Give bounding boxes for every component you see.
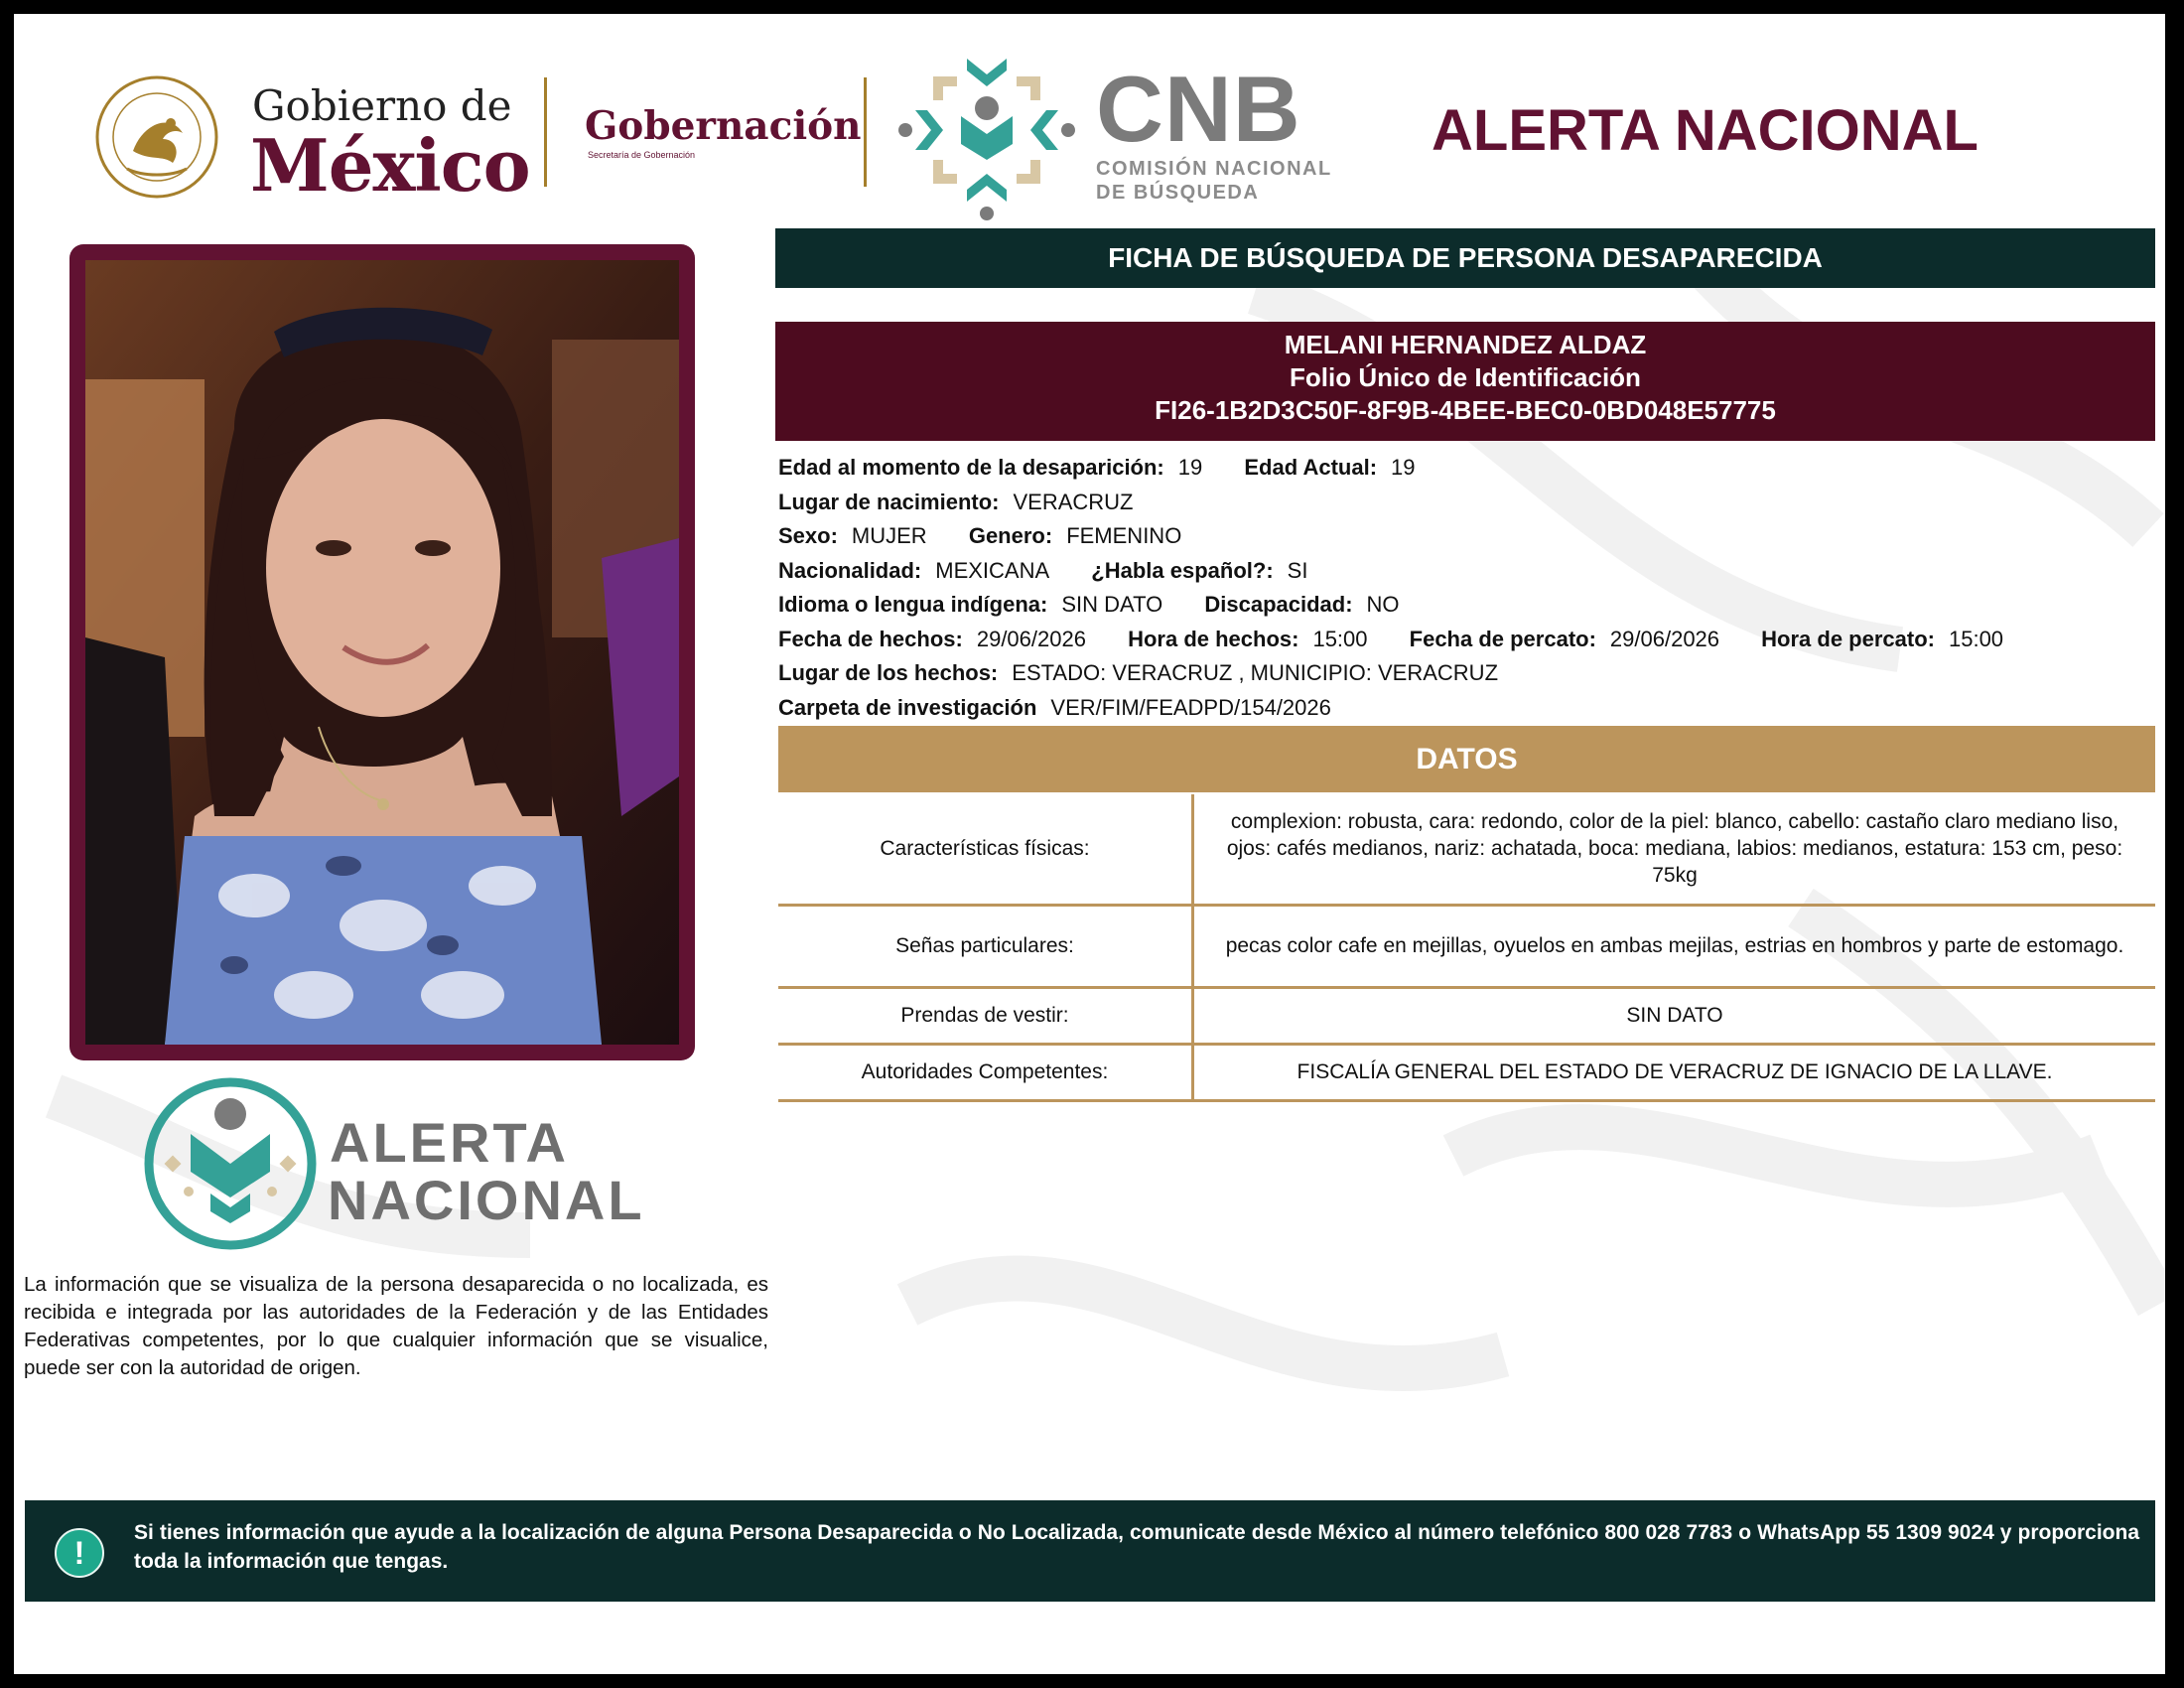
- info-row: [778, 627, 2158, 661]
- info-label: Carpeta de investigación: [778, 694, 1037, 720]
- photo-frame: [69, 244, 695, 1060]
- info-row: [778, 558, 2158, 593]
- alerta-nacional-emblem-icon: [141, 1074, 320, 1253]
- footer-banner: [25, 1500, 2155, 1602]
- info-value: FEMENINO: [1066, 523, 1182, 548]
- disclaimer-text: La información que se visualiza de la persona desaparecida o no localizada, es recibida e integrada por las autoridades de la Federación y de las Entidades Federativas competentes, por lo que cualquier información que se visualice, puede ser con la autoridad de origen.: [24, 1273, 768, 1379]
- person-photo: [85, 260, 679, 1045]
- info-label: Fecha de percato:: [1409, 626, 1596, 651]
- folio-label: Folio Único de Identificación: [1290, 362, 1641, 392]
- info-row: [778, 455, 2158, 490]
- info-value: NO: [1366, 592, 1400, 617]
- info-label: Discapacidad:: [1204, 592, 1353, 617]
- alert-page: [14, 14, 2165, 1674]
- person-name-box: [775, 322, 2155, 441]
- info-label: Lugar de los hechos:: [778, 660, 999, 685]
- national-seal-icon: [93, 73, 220, 201]
- datos-value: SIN DATO: [1193, 987, 2156, 1044]
- datos-value: complexion: robusta, cara: redondo, color de la piel: blanco, cabello: castaño claro mediano liso, ojos: cafés medianos, nariz: achatada, boca: mediana, labios: medianos, estatura: 153 cm, peso: 75kg: [1193, 794, 2156, 905]
- info-label: Hora de hechos:: [1128, 626, 1299, 651]
- datos-key: Señas particulares:: [778, 905, 1193, 987]
- datos-value: FISCALÍA GENERAL DEL ESTADO DE VERACRUZ DE IGNACIO DE LA LLAVE.: [1193, 1044, 2156, 1100]
- alerta-nacional-logo-text: [328, 1111, 645, 1231]
- info-value: SIN DATO: [1061, 592, 1163, 617]
- info-label: Nacionalidad:: [778, 557, 922, 583]
- table-row: [778, 1044, 2155, 1100]
- info-value: 19: [1391, 455, 1416, 480]
- info-label: Edad Actual:: [1244, 455, 1378, 480]
- info-value: 29/06/2026: [1609, 626, 1720, 651]
- ficha-title-bar: FICHA DE BÚSQUEDA DE PERSONA DESAPARECIDA: [775, 228, 2155, 288]
- cnb-subtitle: [1096, 157, 1332, 205]
- person-photo-illustration: [85, 260, 679, 1045]
- info-value: MEXICANA: [935, 557, 1050, 583]
- info-value: SI: [1287, 557, 1308, 583]
- info-label: Sexo:: [778, 523, 838, 548]
- table-row: [778, 905, 2155, 987]
- person-name: MELANI HERNANDEZ ALDAZ: [1284, 330, 1647, 359]
- info-value: 15:00: [1948, 626, 2004, 651]
- folio-number: FI26-1B2D3C50F-8F9B-4BEE-BEC0-0BD048E57775: [1155, 395, 1776, 425]
- info-label: ¿Habla español?:: [1091, 557, 1274, 583]
- info-row: [778, 490, 2158, 524]
- alert-title: ALERTA NACIONAL: [1432, 98, 1979, 163]
- cnb-title: CNB: [1096, 57, 1301, 161]
- datos-value: pecas color cafe en mejillas, oyuelos en ambas mejilas, estrias en hombros y parte de estomago.: [1193, 905, 2156, 987]
- datos-key: Características físicas:: [778, 794, 1193, 905]
- info-label: Hora de percato:: [1761, 626, 1935, 651]
- info-label: Genero:: [968, 523, 1053, 548]
- gobierno-logo: [93, 64, 530, 212]
- cnb-emblem-icon: [897, 39, 1076, 222]
- info-value: ESTADO: VERACRUZ , MUNICIPIO: VERACRUZ: [1012, 660, 1499, 685]
- gobernacion-subtitle: Secretaría de Gobernación: [588, 150, 696, 160]
- info-label: Lugar de nacimiento:: [778, 489, 1000, 514]
- cnb-subtitle-line2: DE BÚSQUEDA: [1096, 182, 1260, 204]
- info-row: [778, 592, 2158, 627]
- info-value: 19: [1177, 455, 1203, 480]
- exclamation-icon: !: [55, 1528, 104, 1578]
- info-label: Fecha de hechos:: [778, 626, 963, 651]
- alerta-logo-line1: ALERTA: [330, 1111, 569, 1174]
- datos-title-bar: DATOS: [778, 726, 2155, 792]
- gobernacion-logo: Gobernación: [585, 103, 862, 149]
- info-row: [778, 660, 2158, 695]
- table-row: [778, 987, 2155, 1044]
- datos-key: Prendas de vestir:: [778, 987, 1193, 1044]
- info-value: VER/FIM/FEADPD/154/2026: [1050, 694, 1331, 720]
- gobierno-line2: México: [250, 123, 530, 208]
- person-info: [778, 455, 2158, 729]
- datos-key: Autoridades Competentes:: [778, 1044, 1193, 1100]
- info-value: MUJER: [851, 523, 927, 548]
- footer-text: Si tienes información que ayude a la localización de alguna Persona Desaparecida o No Localizada, comunicate desde México al número telefónico 800 028 7783 o WhatsApp 55 1309 9024 y proporciona toda la información que tengas.: [134, 1521, 2139, 1573]
- cnb-subtitle-line1: COMISIÓN NACIONAL: [1096, 158, 1332, 180]
- datos-table: [778, 794, 2155, 1102]
- alerta-logo-line2: NACIONAL: [328, 1169, 645, 1231]
- header-divider: [544, 77, 547, 187]
- info-row: [778, 695, 2158, 730]
- info-value: 29/06/2026: [976, 626, 1086, 651]
- info-label: Idioma o lengua indígena:: [778, 592, 1048, 617]
- table-row: [778, 794, 2155, 905]
- header-divider: [864, 77, 867, 187]
- info-row: [778, 523, 2158, 558]
- info-value: VERACRUZ: [1013, 489, 1134, 514]
- info-label: Edad al momento de la desaparición:: [778, 455, 1164, 480]
- info-value: 15:00: [1312, 626, 1368, 651]
- gobierno-line1: Gobierno de: [252, 81, 512, 130]
